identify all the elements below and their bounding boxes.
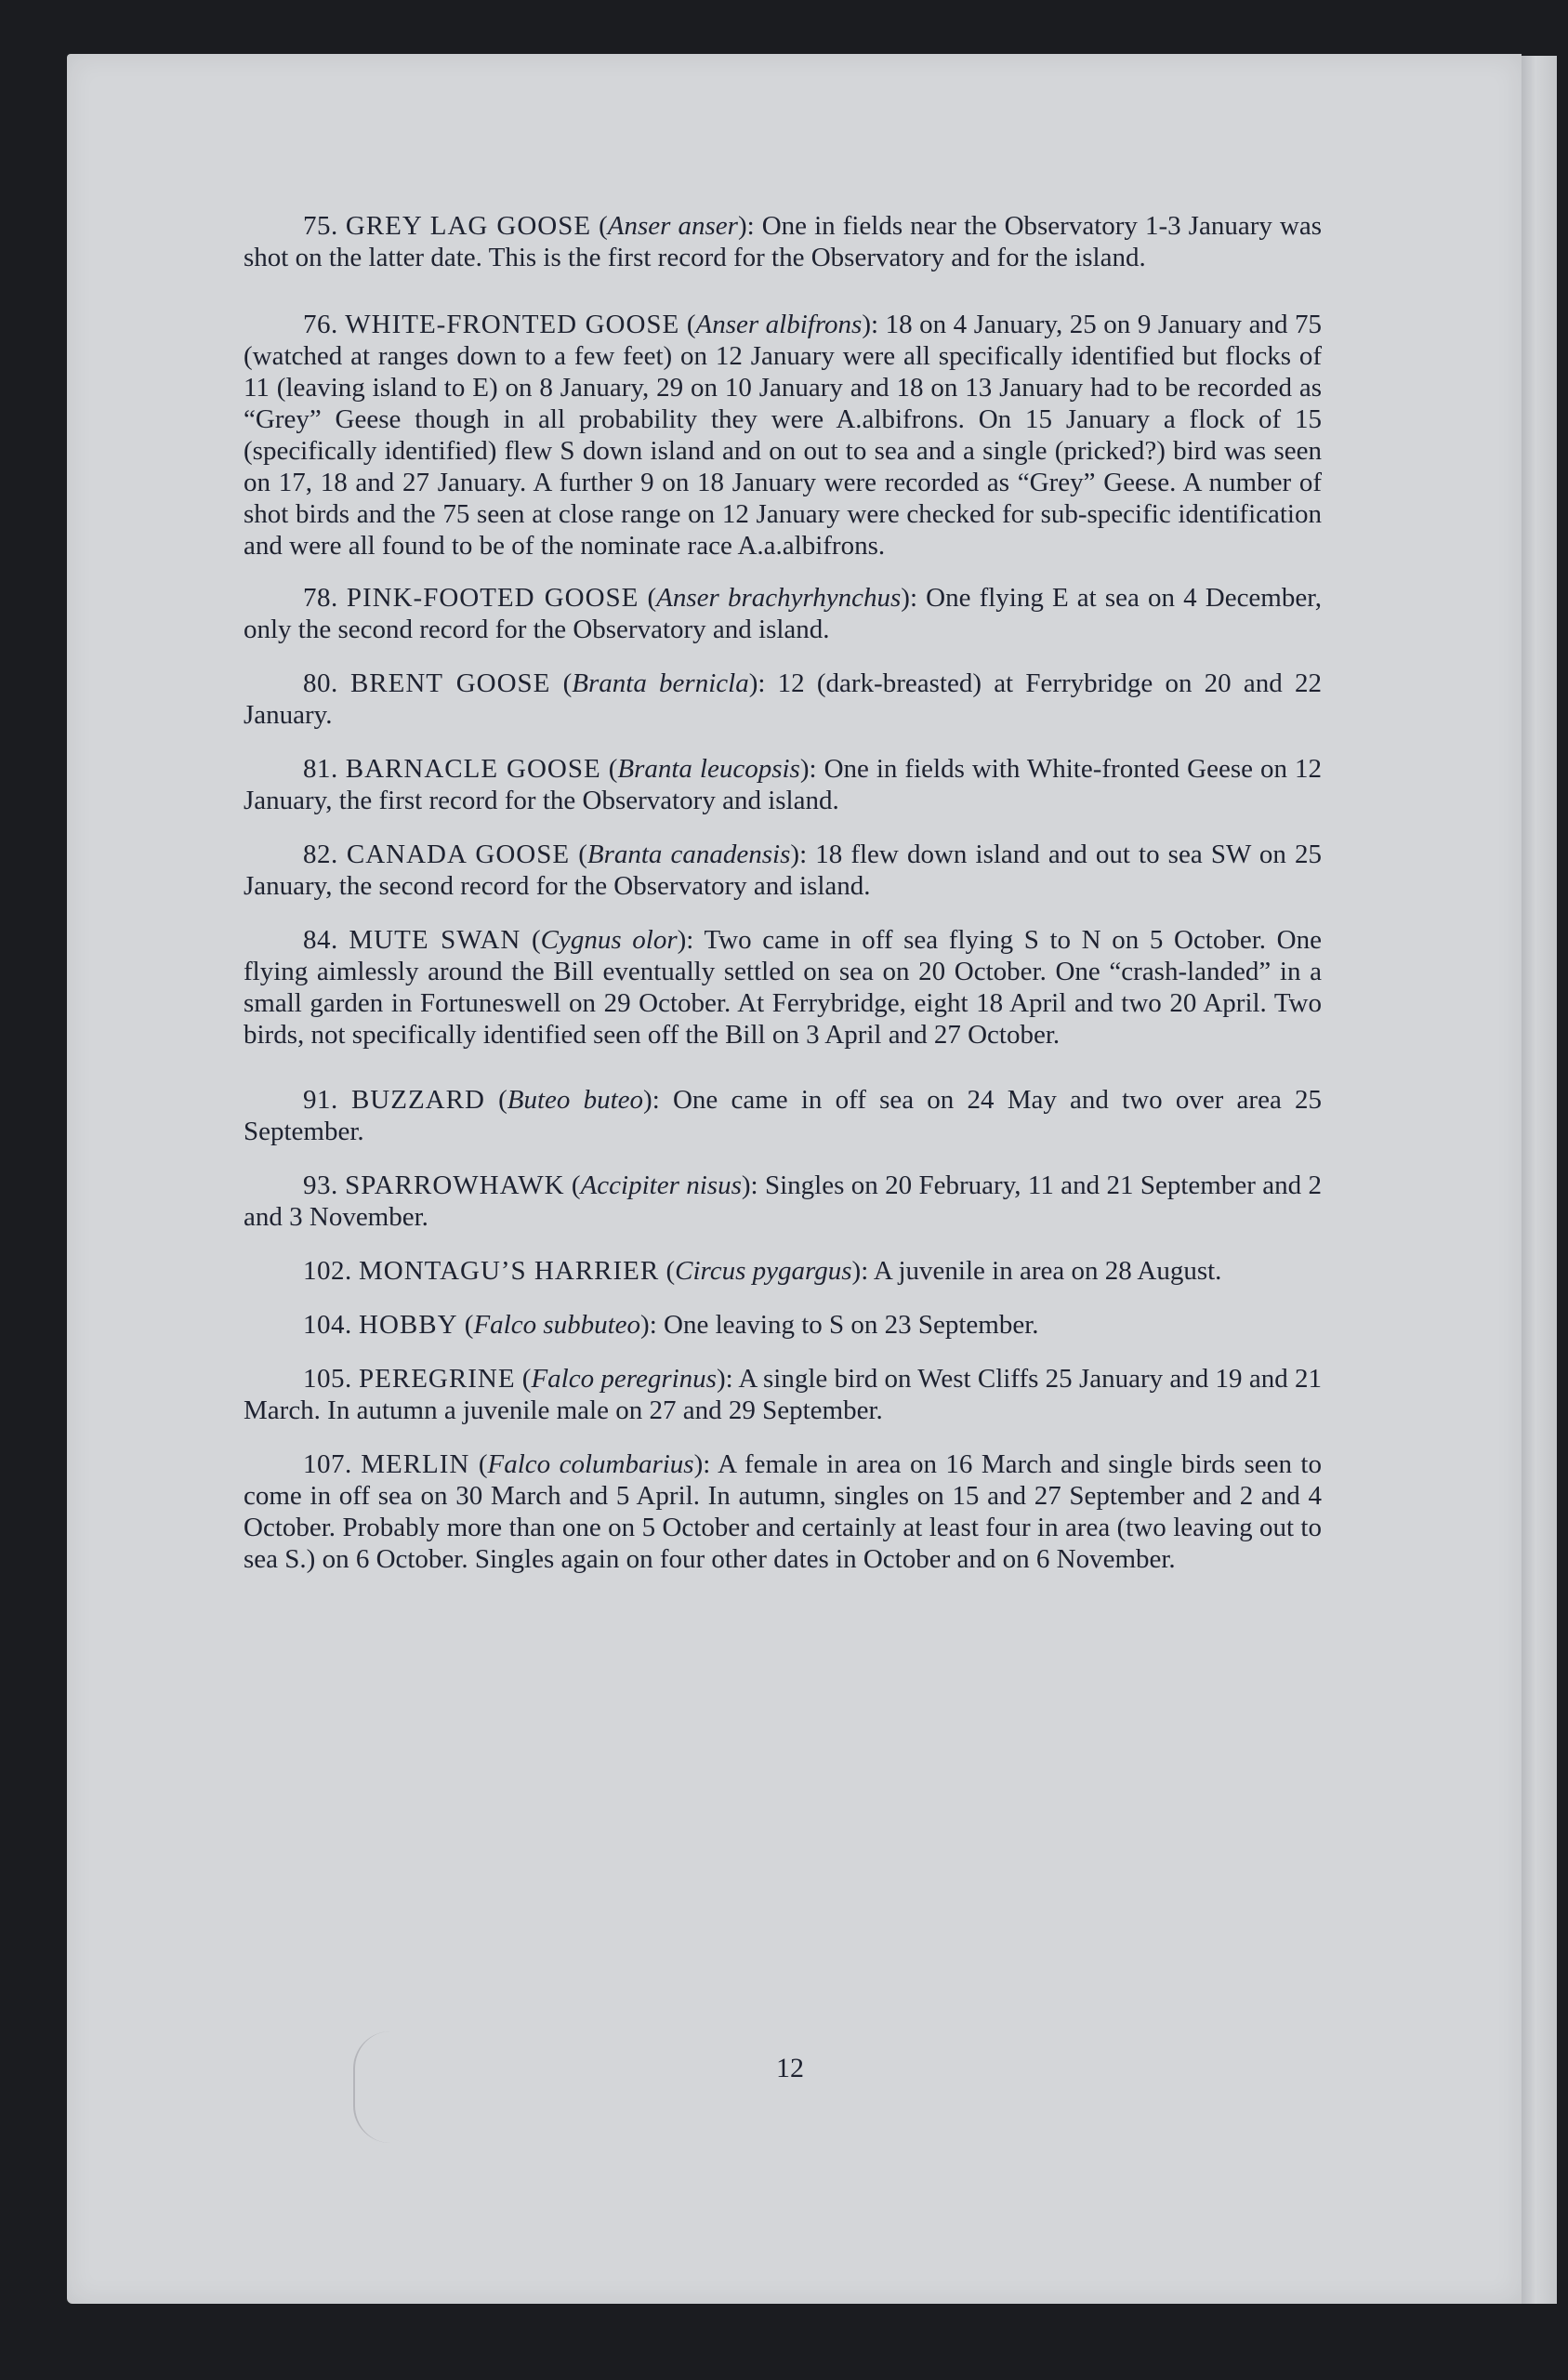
species-entry: 80. BRENT GOOSE (Branta bernicla): 12 (dark-breasted) at Ferrybridge on 20 and 22 January. xyxy=(244,668,1322,730)
entry-number: 93. xyxy=(303,1170,338,1200)
entry-number: 75. xyxy=(303,211,338,241)
entry-text: One leaving to S on 23 September. xyxy=(664,1310,1039,1340)
species-name: GREY LAG GOOSE xyxy=(345,211,592,241)
species-entry: 107. MERLIN (Falco columbarius): A female in area on 16 March and single birds seen to come in off sea on 30 March and 5 April. In autumn, singles on 15 and 27 September and 2 and 4 October. Probably more than one on 5 October and certainly at least four in area (two leaving out to sea S.) on 6 October. Singles again on four other dates in October and on 6 November. xyxy=(244,1449,1322,1574)
latin-name: Anser brachyrhynchus xyxy=(656,583,902,613)
species-entry: 104. HOBBY (Falco subbuteo): One leaving to S on 23 September. xyxy=(303,1310,1039,1340)
latin-name: Anser anser xyxy=(607,211,738,241)
species-entry: 84. MUTE SWAN (Cygnus olor): Two came in off sea flying S to N on 5 October. One flying aimlessly around the Bill eventually settled on sea on 20 October. One “crash-landed” in a small garden in Fortuneswell on 29 October. At Ferrybridge, eight 18 April and two 20 April. Two birds, not specifically identified seen off the Bill on 3 April and 27 October. xyxy=(244,925,1322,1050)
species-name: MONTAGU’S HARRIER xyxy=(359,1256,660,1286)
pencil-mark xyxy=(353,2031,392,2143)
species-entry: 93. SPARROWHAWK (Accipiter nisus): Singles on 20 February, 11 and 21 September and 2 and 3 November. xyxy=(244,1170,1322,1232)
species-name: MERLIN xyxy=(361,1449,470,1479)
species-name: PEREGRINE xyxy=(359,1364,516,1394)
entry-number: 104. xyxy=(303,1310,352,1340)
entry-text: One in fields with White-fronted Geese on 12 January, the first record for the Observatory and island. xyxy=(244,754,1322,815)
entry-number: 80. xyxy=(303,668,338,698)
latin-name: Buteo buteo xyxy=(507,1085,644,1115)
species-name: HOBBY xyxy=(359,1310,458,1340)
latin-name: Branta canadensis xyxy=(586,840,791,869)
entry-text: Singles on 20 February, 11 and 21 September and 2 and 3 November. xyxy=(244,1170,1322,1232)
species-entry: 82. CANADA GOOSE (Branta canadensis): 18 flew down island and out to sea SW on 25 January, the second record for the Observatory and island. xyxy=(244,840,1322,901)
species-entry: 81. BARNACLE GOOSE (Branta leucopsis): One in fields with White-fronted Geese on 12 January, the first record for the Observatory and island. xyxy=(244,754,1322,815)
entry-text: One in fields near the Observatory 1-3 January was shot on the latter date. This is the first record for the Observatory and for the island. xyxy=(244,211,1323,272)
entry-text: 18 flew down island and out to sea SW on 25 January, the second record for the Observatory and island. xyxy=(244,840,1322,901)
species-name: SPARROWHAWK xyxy=(345,1170,565,1200)
species-entry: 76. WHITE-FRONTED GOOSE (Anser albifrons): 18 on 4 January, 25 on 9 January and 75 (watched at ranges down to a few feet) on 12 January were all specifically identified but flocks of 11 (leaving island to E) on 8 January, 29 on 10 January and 18 on 13 January had to be recorded as “Grey” Geese though in all probability they were A.albifrons. On 15 January a flock of 15 (specifically identified) flew S down island and on out to sea and a single (pricked?) bird was seen on 17, 18 and 27 January. A further 9 on 18 January were recorded as “Grey” Geese. A number of shot birds and the 75 seen at close range on 12 January were checked for sub-specific identification and were all found to be of the nominate race A.a.albifrons. xyxy=(244,310,1322,561)
entry-text: 18 on 4 January, 25 on 9 January and 75 (watched at ranges down to a few feet) on 12 January were all specifically identified but flocks of 11 (leaving island to E) on 8 January, 29 on 10 January and 18 on 13 January had to be recorded as “Grey” Geese though in all probability they were A.albifrons. On 15 January a flock of 15 (specifically identified) flew S down island and on out to sea and a single (pricked?) bird was seen on 17, 18 and 27 January. A further 9 on 18 January were recorded as “Grey” Geese. A number of shot birds and the 75 seen at close range on 12 January were checked for sub-specific identification and were all found to be of the nominate race A.a.albifrons. xyxy=(244,310,1322,561)
latin-name: Falco subbuteo xyxy=(473,1310,641,1340)
species-entry: 105. PEREGRINE (Falco peregrinus): A single bird on West Cliffs 25 January and 19 and 21 March. In autumn a juvenile male on 27 and 29 September. xyxy=(244,1364,1322,1425)
entry-number: 82. xyxy=(303,840,338,869)
page-edge xyxy=(1522,56,1557,2304)
page-number: 12 xyxy=(776,2053,804,2083)
entry-text: A juvenile in area on 28 August. xyxy=(873,1256,1222,1286)
entry-text: A single bird on West Cliffs 25 January and 19 and 21 March. In autumn a juvenile male on 27 and 29 September. xyxy=(244,1364,1322,1425)
species-entry: 78. PINK-FOOTED GOOSE (Anser brachyrhynchus): One flying E at sea on 4 December, only the second record for the Observatory and island. xyxy=(244,583,1322,644)
entry-number: 76. xyxy=(303,310,338,339)
entry-text: One flying E at sea on 4 December, only the second record for the Observatory and island. xyxy=(244,583,1322,644)
latin-name: Cygnus olor xyxy=(540,925,678,955)
entry-text: Two came in off sea flying S to N on 5 October. One flying aimlessly around the Bill eventually settled on sea on 20 October. One “crash-landed” in a small garden in Fortuneswell on 29 October. At Ferrybridge, eight 18 April and two 20 April. Two birds, not specifically identified seen off the Bill on 3 April and 27 October. xyxy=(244,925,1322,1050)
species-name: MUTE SWAN xyxy=(349,925,521,955)
latin-name: Accipiter nisus xyxy=(580,1170,742,1200)
species-entry: 102. MONTAGU’S HARRIER (Circus pygargus): A juvenile in area on 28 August. xyxy=(303,1256,1222,1286)
latin-name: Falco columbarius xyxy=(487,1449,694,1479)
species-name: BRENT GOOSE xyxy=(349,668,551,698)
species-entry: 75. GREY LAG GOOSE (Anser anser): One in fields near the Observatory 1-3 January was shot on the latter date. This is the first record for the Observatory and for the island. xyxy=(244,211,1323,272)
entry-number: 105. xyxy=(303,1364,352,1394)
latin-name: Circus pygargus xyxy=(675,1256,852,1286)
entry-number: 91. xyxy=(303,1085,338,1115)
species-name: PINK-FOOTED GOOSE xyxy=(346,583,639,613)
entry-text: One came in off sea on 24 May and two over area 25 September. xyxy=(244,1085,1323,1146)
latin-name: Branta bernicla xyxy=(572,668,749,698)
entry-number: 78. xyxy=(303,583,338,613)
latin-name: Anser albifrons xyxy=(695,310,863,339)
entry-text: 12 (dark-breasted) at Ferrybridge on 20 and 22 January. xyxy=(244,668,1322,730)
latin-name: Branta leucopsis xyxy=(617,754,800,784)
species-name: BARNACLE GOOSE xyxy=(345,754,601,784)
entry-number: 84. xyxy=(303,925,338,955)
latin-name: Falco peregrinus xyxy=(531,1364,717,1394)
entry-number: 107. xyxy=(303,1449,352,1479)
species-list xyxy=(244,210,1322,1575)
species-name: WHITE-FRONTED GOOSE xyxy=(345,310,680,339)
entry-text: A female in area on 16 March and single birds seen to come in off sea on 30 March and 5 April. In autumn, singles on 15 and 27 September and 2 and 4 October. Probably more than one on 5 October and certainly at least four in area (two leaving out to sea S.) on 6 October. Singles again on four other dates in October and on 6 November. xyxy=(244,1449,1322,1574)
species-name: BUZZARD xyxy=(350,1085,485,1115)
species-name: CANADA GOOSE xyxy=(346,840,571,869)
species-entry: 91. BUZZARD (Buteo buteo): One came in off sea on 24 May and two over area 25 September. xyxy=(244,1085,1323,1146)
entry-number: 102. xyxy=(303,1256,352,1286)
entry-number: 81. xyxy=(303,754,338,784)
